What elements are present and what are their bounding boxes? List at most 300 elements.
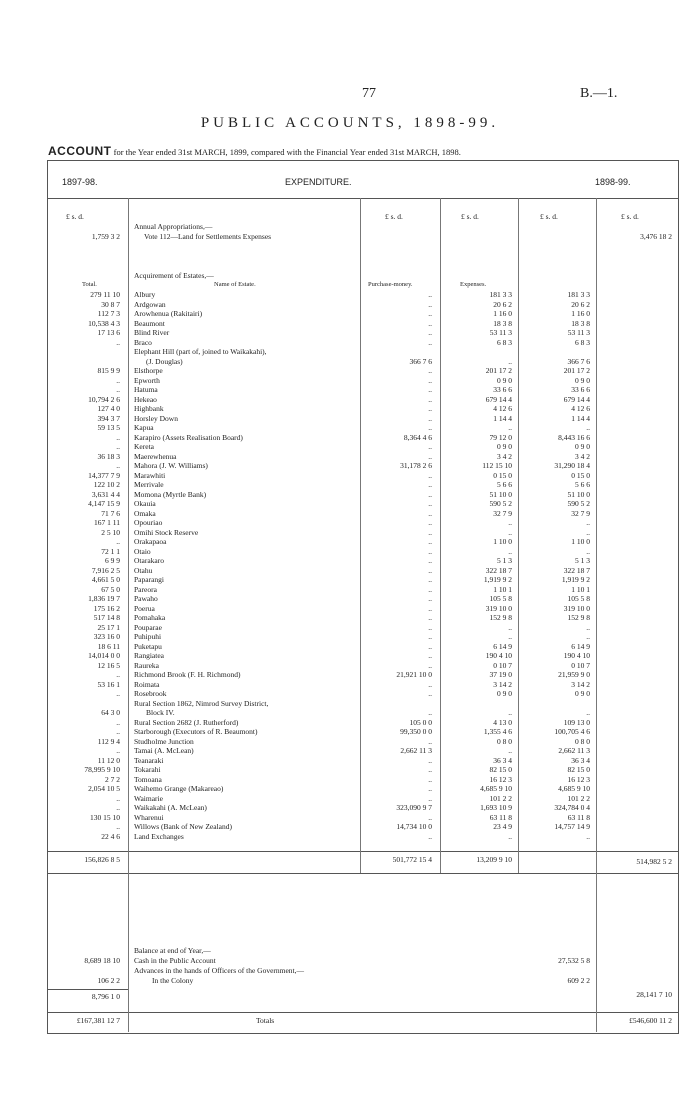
account-subtitle-text: for the Year ended 31st MARCH, 1899, compared with the Financial Year ended 31st MARCH, 1898. [113, 147, 461, 157]
estate-expenses: 6 14 9 [493, 641, 512, 651]
col-header-expenditure: EXPENDITURE. [285, 177, 352, 187]
estates-total-expenses: 13,209 9 10 [476, 855, 512, 864]
estate-prev-amount: 30 8 7 [101, 299, 120, 309]
estate-name: Tamai (A. McLean) [134, 746, 194, 755]
estate-name: Rosebrook [134, 689, 167, 698]
estate-purchase-money: 31,178 2 6 [400, 461, 432, 470]
cash-cur-amount: 27,532 5 8 [558, 956, 590, 965]
estate-total: 366 7 6 [567, 356, 590, 366]
estate-prev-amount: .. [116, 375, 120, 385]
estate-expenses: 33 6 6 [493, 385, 512, 394]
estate-total: 4,685 9 10 [558, 784, 590, 793]
estate-purchase-money: .. [428, 508, 432, 518]
estate-expenses: 322 18 7 [485, 565, 512, 575]
estate-total: 6 8 3 [575, 337, 590, 347]
estate-prev-amount: 112 9 4 [97, 736, 120, 746]
estate-expenses: 23 4 9 [493, 822, 512, 831]
estate-prev-amount: .. [116, 793, 120, 803]
report-reference: B.—1. [580, 86, 618, 101]
estate-prev-amount: .. [116, 803, 120, 812]
estate-name: Tomoana [134, 774, 162, 784]
estate-total: 100,705 4 6 [554, 727, 590, 736]
estate-name: Hatuma [134, 385, 158, 394]
estate-prev-amount: 4,661 5 0 [91, 575, 120, 584]
estate-name: Marawhiti [134, 470, 166, 480]
estate-prev-amount: .. [116, 537, 120, 546]
estate-expenses: 201 17 2 [485, 366, 512, 375]
estate-total: .. [586, 708, 590, 717]
estate-prev-amount: 11 12 0 [97, 755, 120, 765]
estate-total: 14,757 14 9 [554, 822, 590, 831]
estate-prev-amount: 59 13 5 [97, 423, 120, 432]
col-header-cur-year: 1898-99. [595, 177, 631, 187]
estate-purchase-money: .. [428, 613, 432, 622]
estate-total: 5 6 6 [575, 480, 590, 489]
estate-expenses: 4 12 6 [493, 404, 512, 413]
estate-expenses: 16 12 3 [489, 774, 512, 784]
estate-expenses: 63 11 8 [489, 812, 512, 822]
estate-purchase-money: 99,350 0 0 [400, 727, 432, 736]
estate-prev-amount: 4,147 15 9 [88, 499, 120, 508]
estate-purchase-money: .. [428, 518, 432, 527]
estate-expenses: .. [508, 423, 512, 432]
estate-prev-amount: .. [116, 670, 120, 679]
estate-expenses: .. [508, 356, 512, 366]
estate-purchase-money: .. [428, 470, 432, 480]
estate-total: 4 12 6 [571, 404, 590, 413]
estate-prev-amount: 323 16 0 [93, 632, 120, 641]
estate-purchase-money: .. [428, 309, 432, 318]
cash-label: Cash in the Public Account [134, 956, 216, 965]
estate-purchase-money: 323,090 9 7 [396, 803, 432, 812]
expenses-label: Expenses. [460, 281, 487, 288]
currency-header-cur: £ s. d. [621, 212, 639, 221]
estate-prev-amount: 279 11 10 [90, 290, 120, 299]
estate-purchase-money: .. [428, 318, 432, 328]
estate-total: 21,959 9 0 [558, 670, 590, 679]
currency-header-prev: £ s. d. [66, 212, 84, 221]
estate-total: .. [586, 527, 590, 537]
estate-total: 105 5 8 [567, 594, 590, 603]
estate-expenses: 319 10 0 [485, 603, 512, 613]
estate-purchase-money: 8,364 4 6 [403, 432, 432, 442]
estate-prev-amount: 36 18 3 [97, 451, 120, 461]
estate-name: Otaio [134, 546, 151, 556]
estate-purchase-money: .. [428, 755, 432, 765]
col-divider-pm [440, 198, 441, 873]
estate-name: Beaumont [134, 318, 165, 328]
estate-expenses: 36 3 4 [493, 755, 512, 765]
estate-prev-amount: 10,794 2 6 [88, 394, 120, 404]
estate-name: Orakapaoa [134, 537, 167, 546]
estate-expenses: 152 9 8 [489, 613, 512, 622]
estate-purchase-money: 21,921 10 0 [396, 670, 432, 679]
estate-expenses: 4 13 0 [493, 717, 512, 727]
estate-purchase-money: .. [428, 660, 432, 670]
estate-prev-amount: 67 5 0 [101, 584, 120, 594]
estate-name: Ardgowan [134, 299, 166, 309]
estate-total: 0 9 0 [575, 442, 590, 451]
estate-prev-amount: 14,377 7 9 [88, 470, 120, 480]
estate-expenses: 82 15 0 [489, 765, 512, 774]
estate-name: Teanaraki [134, 755, 164, 765]
estate-expenses: 190 4 10 [485, 651, 512, 660]
estate-total: .. [586, 622, 590, 632]
estate-expenses: 679 14 4 [485, 394, 512, 404]
estate-prev-amount: 25 17 1 [97, 622, 120, 632]
estate-name: Blind River [134, 328, 170, 337]
estate-expenses: .. [508, 831, 512, 841]
currency-header-total: £ s. d. [540, 212, 558, 221]
estate-name: Okauia [134, 499, 156, 508]
estate-expenses: 1 10 1 [493, 584, 512, 594]
estate-name: Momona (Myrtle Bank) [134, 489, 207, 499]
estate-name: Poerua [134, 603, 155, 613]
totals-prev: £167,381 12 7 [76, 1016, 120, 1025]
estate-prev-amount: 122 10 2 [93, 480, 120, 489]
estate-total: .. [586, 518, 590, 527]
estate-expenses: .. [508, 622, 512, 632]
estate-purchase-money: 105 0 0 [409, 717, 432, 727]
estate-prev-amount: .. [116, 689, 120, 698]
cash-prev-amount: 8,689 18 10 [84, 956, 120, 965]
estate-total: 82 15 0 [567, 765, 590, 774]
estate-name: Starborough (Executors of R. Beaumont) [134, 727, 258, 736]
estate-expenses: 112 15 10 [482, 461, 512, 470]
estate-prev-amount: .. [116, 461, 120, 470]
estate-purchase-money: .. [428, 641, 432, 651]
estate-expenses: 37 19 0 [489, 670, 512, 679]
estate-name: Waikakahi (A. McLean) [134, 803, 207, 812]
estate-name: Otahu [134, 565, 153, 575]
estate-name: Richmond Brook (F. H. Richmond) [134, 670, 241, 679]
estate-purchase-money: .. [428, 603, 432, 613]
total-col-label: Total. [82, 281, 97, 288]
estate-name: Pareora [134, 584, 157, 594]
estate-expenses: 18 3 8 [493, 318, 512, 328]
currency-header-exp: £ s. d. [461, 212, 479, 221]
estate-total: 0 8 0 [575, 736, 590, 746]
estate-purchase-money: .. [428, 708, 432, 717]
estate-prev-amount: 71 7 6 [101, 508, 120, 518]
estate-prev-amount: .. [116, 746, 120, 755]
estate-total: .. [586, 632, 590, 641]
estate-purchase-money: .. [428, 622, 432, 632]
annual-appropriations-label: Annual Appropriations,— [134, 222, 213, 231]
estate-prev-amount: 167 1 11 [94, 518, 120, 527]
estate-total: 1 10 0 [571, 537, 590, 546]
estate-name: Maerewhenua [134, 451, 177, 461]
col-divider-name [360, 198, 361, 873]
colony-prev-amount: 106 2 2 [97, 976, 120, 985]
estate-total: 53 11 3 [567, 328, 590, 337]
estate-purchase-money: .. [428, 812, 432, 822]
estate-total: 679 14 4 [563, 394, 590, 404]
estate-expenses: 5 6 6 [497, 480, 512, 489]
estate-prev-amount: 14,014 0 0 [88, 651, 120, 660]
estate-total: 5 1 3 [575, 556, 590, 565]
estate-total: 3 14 2 [571, 679, 590, 689]
estate-purchase-money: .. [428, 394, 432, 404]
estate-name: Block IV. [146, 708, 175, 717]
estate-total: 0 9 0 [575, 689, 590, 698]
estate-name: Albury [134, 290, 156, 299]
estate-expenses: 590 5 2 [489, 499, 512, 508]
estate-total: .. [586, 831, 590, 841]
estate-purchase-money: .. [428, 290, 432, 299]
colony-cur-amount: 609 2 2 [567, 976, 590, 985]
estate-total: 8,443 16 6 [558, 432, 590, 442]
estate-total: 20 6 2 [571, 299, 590, 309]
estate-purchase-money: .. [428, 831, 432, 841]
estate-prev-amount: 127 4 0 [97, 404, 120, 413]
col-divider-exp [518, 198, 519, 873]
acquirement-label: Acquirement of Estates,— [134, 271, 214, 280]
vote-prev-amount: 1,759 3 2 [91, 232, 120, 241]
estate-total: 1 10 1 [571, 584, 590, 594]
estate-purchase-money: 2,662 11 3 [400, 746, 432, 755]
estate-total: .. [586, 423, 590, 432]
currency-header-pm: £ s. d. [385, 212, 403, 221]
estate-prev-amount: .. [116, 442, 120, 451]
totals-label: Totals [256, 1016, 275, 1025]
estate-purchase-money: 14,734 10 0 [396, 822, 432, 831]
estate-expenses: 101 2 2 [489, 793, 512, 803]
estate-expenses: 6 8 3 [497, 337, 512, 347]
estate-purchase-money: .. [428, 651, 432, 660]
estate-prev-amount: .. [116, 717, 120, 727]
estate-name: Pouparae [134, 622, 162, 632]
estate-total: 3 4 2 [575, 451, 590, 461]
estate-name: Rural Section 1862, Nimrod Survey District, [134, 698, 269, 708]
estate-prev-amount: 517 14 8 [93, 613, 120, 622]
estate-expenses: 5 1 3 [497, 556, 512, 565]
estate-expenses: 0 9 0 [497, 442, 512, 451]
estate-total: 109 13 0 [563, 717, 590, 727]
estate-name: Epworth [134, 375, 160, 385]
estate-prev-amount: 10,538 4 3 [88, 318, 120, 328]
estate-purchase-money: .. [428, 793, 432, 803]
estate-expenses: 0 10 7 [493, 660, 512, 670]
estate-purchase-money: .. [428, 299, 432, 309]
estate-purchase-money: .. [428, 385, 432, 394]
estate-purchase-money: .. [428, 442, 432, 451]
estate-prev-amount: 22 4 6 [101, 831, 120, 841]
estate-prev-amount: 2,054 10 5 [88, 784, 120, 793]
estate-prev-amount: .. [116, 432, 120, 442]
estate-purchase-money: .. [428, 765, 432, 774]
estate-name: Arowhenua (Rakitairi) [134, 309, 203, 318]
estate-expenses: 4,685 9 10 [480, 784, 512, 793]
estate-purchase-money: .. [428, 584, 432, 594]
estate-name: Highbank [134, 404, 164, 413]
estate-purchase-money: .. [428, 499, 432, 508]
purchase-money-label: Purchase-money. [368, 281, 413, 288]
estate-purchase-money: .. [428, 527, 432, 537]
estate-purchase-money: .. [428, 736, 432, 746]
totals-divider [47, 1012, 679, 1013]
estate-total: 1,919 9 2 [561, 575, 590, 584]
estate-total: 6 14 9 [571, 641, 590, 651]
estate-name: Roimata [134, 679, 160, 689]
estate-name: Rangiatea [134, 651, 164, 660]
estate-purchase-money: .. [428, 565, 432, 575]
estate-expenses: .. [508, 518, 512, 527]
estate-expenses: 1 16 0 [493, 309, 512, 318]
estate-total: 33 6 6 [571, 385, 590, 394]
estate-prev-amount: 130 15 10 [90, 812, 120, 822]
estate-name: Kereta [134, 442, 154, 451]
estate-purchase-money: .. [428, 366, 432, 375]
estate-expenses: .. [508, 746, 512, 755]
estate-prev-amount: 1,836 19 7 [88, 594, 120, 603]
estate-purchase-money: .. [428, 480, 432, 489]
header-divider [47, 198, 679, 199]
estate-expenses: .. [508, 708, 512, 717]
estate-expenses: 1 14 4 [493, 413, 512, 423]
estate-prev-amount: 64 3 0 [101, 708, 120, 717]
estate-prev-amount: 53 16 1 [97, 679, 120, 689]
estate-expenses: 181 3 3 [489, 290, 512, 299]
estate-total: 0 15 0 [571, 470, 590, 480]
estate-prev-amount: 175 16 2 [93, 603, 120, 613]
estate-purchase-money: .. [428, 594, 432, 603]
estate-name: Wharenui [134, 812, 164, 822]
page-title: PUBLIC ACCOUNTS, 1898-99. [200, 115, 500, 131]
estate-total: 2,662 11 3 [558, 746, 590, 755]
estate-purchase-money: .. [428, 375, 432, 385]
estate-purchase-money: .. [428, 546, 432, 556]
estate-total: 324,784 0 4 [554, 803, 590, 812]
estate-total: 51 10 0 [567, 489, 590, 499]
estate-expenses: 79 12 0 [489, 432, 512, 442]
estate-expenses: 53 11 3 [489, 328, 512, 337]
estate-prev-amount: 18 6 11 [97, 641, 120, 651]
estate-total: 590 5 2 [567, 499, 590, 508]
name-of-estate-label: Name of Estate. [214, 281, 256, 288]
estate-name: Merrivale [134, 480, 164, 489]
estate-expenses: 105 5 8 [489, 594, 512, 603]
estate-expenses: 1 10 0 [493, 537, 512, 546]
estate-prev-amount: .. [116, 337, 120, 347]
estate-purchase-money: .. [428, 575, 432, 584]
vote-label: Vote 112—Land for Settlements Expenses [144, 232, 272, 241]
estate-prev-amount: 2 7 2 [105, 774, 120, 784]
estates-total-cur: 514,982 5 2 [636, 857, 672, 866]
estate-prev-amount: 815 9 9 [97, 366, 120, 375]
estate-total: 32 7 9 [571, 508, 590, 518]
estate-name: Willows (Bank of New Zealand) [134, 822, 233, 831]
col-divider-total [596, 198, 597, 1032]
estate-total: 1 14 4 [571, 413, 590, 423]
estate-name: Elsthorpe [134, 366, 163, 375]
estate-prev-amount: 17 13 6 [97, 328, 120, 337]
estate-name: Kapua [134, 423, 154, 432]
estate-expenses: 20 6 2 [493, 299, 512, 309]
estate-name: (J. Douglas) [146, 356, 183, 366]
estate-total: 319 10 0 [563, 603, 590, 613]
estate-expenses: 32 7 9 [493, 508, 512, 518]
colony-label: In the Colony [152, 976, 194, 985]
estate-name: Studholme Junction [134, 736, 194, 746]
estate-prev-amount: .. [116, 822, 120, 831]
balance-sum-prev: 8,796 1 0 [91, 992, 120, 1001]
estate-name: Land Exchanges [134, 831, 184, 841]
page-number: 77 [362, 86, 376, 101]
estate-purchase-money: .. [428, 413, 432, 423]
estate-name: Mahora (J. W. Williams) [134, 461, 208, 470]
balance-prev-rule [47, 989, 128, 990]
estate-prev-amount: 2 5 10 [101, 527, 120, 537]
estate-expenses: .. [508, 632, 512, 641]
estate-name: Opouriao [134, 518, 163, 527]
estate-purchase-money: 366 7 6 [409, 356, 432, 366]
estate-prev-amount: 3,631 4 4 [91, 489, 120, 499]
estate-name: Pomahaka [134, 613, 166, 622]
estate-expenses: 0 9 0 [497, 689, 512, 698]
estate-expenses: 51 10 0 [489, 489, 512, 499]
estate-total: .. [586, 546, 590, 556]
estate-total: 0 9 0 [575, 375, 590, 385]
estate-name: Raureka [134, 660, 159, 670]
estate-purchase-money: .. [428, 774, 432, 784]
section-divider [47, 873, 679, 874]
estate-expenses: 3 14 2 [493, 679, 512, 689]
advances-label: Advances in the hands of Officers of the Government,— [134, 966, 305, 975]
estate-total: 36 3 4 [571, 755, 590, 765]
estate-purchase-money: .. [428, 632, 432, 641]
estate-prev-amount: 12 16 5 [97, 660, 120, 670]
estate-name: Waimarie [134, 793, 163, 803]
estate-name: Omihi Stock Reserve [134, 527, 199, 537]
estate-purchase-money: .. [428, 537, 432, 546]
estate-total: 101 2 2 [567, 793, 590, 803]
estate-name: Otarakaro [134, 556, 164, 565]
estate-name: Braco [134, 337, 152, 347]
estate-total: 0 10 7 [571, 660, 590, 670]
balance-sum-cur: 28,141 7 10 [636, 990, 672, 999]
estate-expenses: 3 4 2 [497, 451, 512, 461]
estate-name: Karapiro (Assets Realisation Board) [134, 432, 243, 442]
estate-prev-amount: .. [116, 727, 120, 736]
estate-purchase-money: .. [428, 404, 432, 413]
estate-expenses: 1,355 4 6 [483, 727, 512, 736]
account-heading: ACCOUNT [48, 144, 112, 158]
balance-label: Balance at end of Year,— [134, 946, 211, 955]
estate-expenses: 0 15 0 [493, 470, 512, 480]
estates-total-purchase-money: 501,772 15 4 [392, 855, 432, 864]
estate-expenses: .. [508, 527, 512, 537]
estate-purchase-money: .. [428, 679, 432, 689]
estate-expenses: 0 9 0 [497, 375, 512, 385]
estate-name: Omaka [134, 508, 156, 518]
estate-total: 18 3 8 [571, 318, 590, 328]
estate-prev-amount: 6 9 9 [105, 556, 120, 565]
estate-expenses: .. [508, 546, 512, 556]
estate-total: 152 9 8 [567, 613, 590, 622]
estate-total: 31,290 18 4 [554, 461, 590, 470]
col-divider-prev [128, 198, 129, 1032]
subtotal-divider [47, 851, 679, 852]
estate-purchase-money: .. [428, 337, 432, 347]
estate-name: Waihemo Grange (Makareao) [134, 784, 224, 793]
estate-name: Puhipuhi [134, 632, 162, 641]
col-header-prev-year: 1897-98. [62, 177, 98, 187]
estate-total: 322 18 7 [563, 565, 590, 575]
estate-prev-amount: .. [116, 385, 120, 394]
estate-prev-amount: 78,995 9 10 [84, 765, 120, 774]
estate-name: Rural Section 2682 (J. Rutherford) [134, 717, 239, 727]
